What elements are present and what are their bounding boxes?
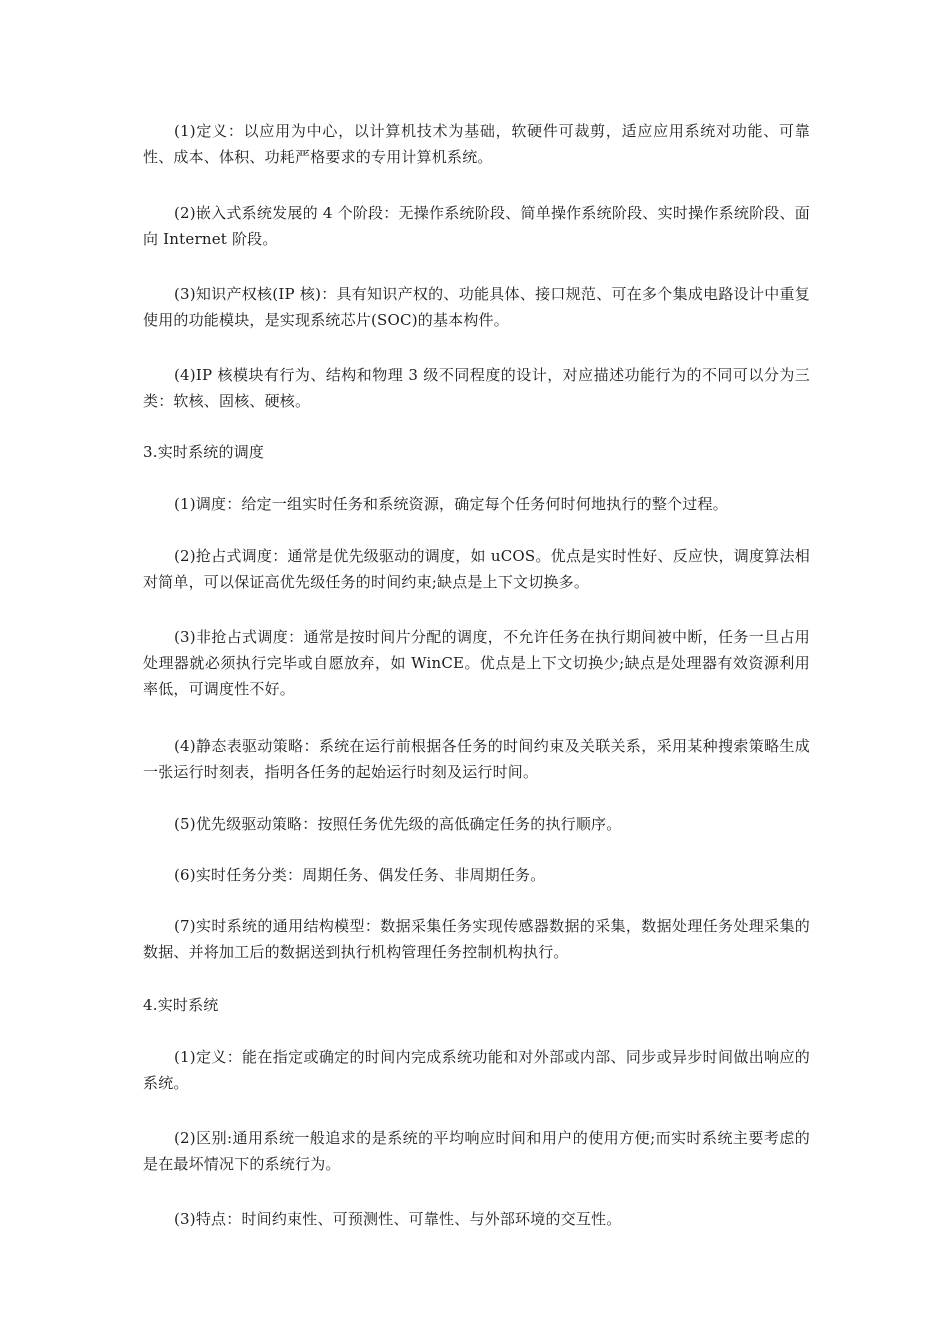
paragraph-static-table-policy: (4)静态表驱动策略：系统在运行前根据各任务的时间约束及关联关系，采用某种搜索策略生成一张运行时刻表，指明各任务的起始运行时刻及运行时间。: [143, 737, 810, 781]
paragraph-general-structure-model: (7)实时系统的通用结构模型：数据采集任务实现传感器数据的采集，数据处理任务处理采集的数据、并将加工后的数据送到执行机构管理任务控制机构执行。: [143, 917, 810, 961]
paragraph-task-classification: (6)实时任务分类：周期任务、偶发任务、非周期任务。: [174, 866, 546, 884]
paragraph-realtime-features: (3)特点：时间约束性、可预测性、可靠性、与外部环境的交互性。: [174, 1210, 622, 1228]
paragraph-scheduling-definition: (1)调度：给定一组实时任务和系统资源，确定每个任务何时何地执行的整个过程。: [174, 495, 728, 513]
paragraph-realtime-definition: (1)定义：能在指定或确定的时间内完成系统功能和对外部或内部、同步或异步时间做出响应的系统。: [143, 1048, 810, 1092]
section-heading-scheduling: 3.实时系统的调度: [143, 443, 265, 461]
paragraph-embedded-definition: (1)定义：以应用为中心，以计算机技术为基础，软硬件可裁剪，适应应用系统对功能、可靠性、成本、体积、功耗严格要求的专用计算机系统。: [143, 122, 810, 166]
paragraph-priority-policy: (5)优先级驱动策略：按照任务优先级的高低确定任务的执行顺序。: [174, 815, 622, 833]
paragraph-realtime-difference: (2)区别:通用系统一般追求的是系统的平均响应时间和用户的使用方便;而实时系统主要考虑的是在最坏情况下的系统行为。: [143, 1129, 810, 1173]
paragraph-ip-core: (3)知识产权核(IP 核)：具有知识产权的、功能具体、接口规范、可在多个集成电路设计中重复使用的功能模块，是实现系统芯片(SOC)的基本构件。: [143, 285, 810, 329]
section-heading-realtime-system: 4.实时系统: [143, 996, 219, 1014]
paragraph-non-preemptive-scheduling: (3)非抢占式调度：通常是按时间片分配的调度，不允许任务在执行期间被中断，任务一旦占用处理器就必须执行完毕或自愿放弃，如 WinCE。优点是上下文切换少;缺点是处理器有效资源利用率低，可调度性不好。: [143, 628, 810, 698]
paragraph-development-stages: (2)嵌入式系统发展的 4 个阶段：无操作系统阶段、简单操作系统阶段、实时操作系统阶段、面向 Internet 阶段。: [143, 204, 810, 248]
paragraph-preemptive-scheduling: (2)抢占式调度：通常是优先级驱动的调度，如 uCOS。优点是实时性好、反应快，调度算法相对简单，可以保证高优先级任务的时间约束;缺点是上下文切换多。: [143, 547, 810, 591]
paragraph-ip-core-types: (4)IP 核模块有行为、结构和物理 3 级不同程度的设计，对应描述功能行为的不同可以分为三类：软核、固核、硬核。: [143, 366, 810, 410]
